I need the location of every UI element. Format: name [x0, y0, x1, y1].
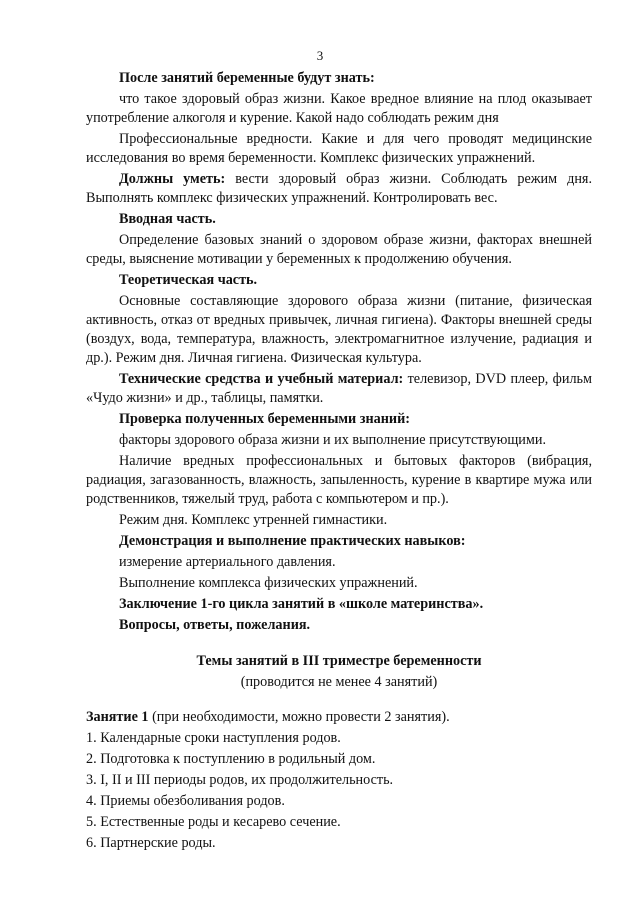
- paragraph: Наличие вредных профессиональных и бытовых факторов (вибрация, радиация, загазованность, влажность, запыленность, курение в квартире мужа или родственников, тяжелый труд, работа с компьютером и пр.).: [86, 453, 592, 507]
- section-heading-intro: Вводная часть.: [119, 211, 216, 227]
- paragraph-tech: [86, 370, 592, 408]
- questions: Вопросы, ответы, пожелания.: [119, 617, 311, 633]
- paragraph: измерение артериального давления.: [119, 554, 336, 570]
- paragraph: факторы здорового образа жизни и их выполнение присутствующими.: [119, 432, 547, 448]
- list-item: 5. Естественные роды и кесарево сечение.: [86, 814, 341, 830]
- conclusion: Заключение 1-го цикла занятий в «школе материнства».: [119, 596, 484, 612]
- page-number: 3: [316, 48, 324, 63]
- lesson-title: Занятие 1: [86, 709, 149, 725]
- section-heading-demo: Демонстрация и выполнение практических навыков:: [119, 533, 466, 549]
- paragraph: что такое здоровый образ жизни. Какое вредное влияние на плод оказывает употребление алкоголя и курение. Какой надо соблюдать режим дня: [86, 91, 592, 126]
- skills-text: вести здоровый образ жизни. Соблюдать режим дня. Выполнять комплекс физических упражнений. Контролировать вес.: [86, 171, 592, 206]
- list-item: 6. Партнерские роды.: [86, 835, 216, 851]
- lesson-header: [86, 708, 592, 727]
- section-heading-skills: Должны уметь:: [119, 171, 226, 187]
- paragraph: Режим дня. Комплекс утренней гимнастики.: [119, 512, 388, 528]
- list-item: 3. I, II и III периоды родов, их продолжительность.: [86, 772, 394, 788]
- section-heading-check: Проверка полученных беременными знаний:: [119, 411, 410, 427]
- section-heading-tech: Технические средства и учебный материал:: [119, 371, 404, 387]
- lesson-note: (при необходимости, можно провести 2 занятия).: [148, 709, 450, 725]
- paragraph-skills: [86, 170, 592, 208]
- section-heading-theory: Теоретическая часть.: [119, 272, 258, 288]
- paragraph: Определение базовых знаний о здоровом образе жизни, факторах внешней среды, выяснение мотивации у беременных к продолжению обучения.: [86, 232, 592, 267]
- tech-text: телевизор, DVD плеер, фильм «Чудо жизни» и др., таблицы, памятки.: [86, 371, 592, 406]
- paragraph: Профессиональные вредности. Какие и для чего проводят медицинские исследования во время беременности. Комплекс физических упражнений.: [86, 131, 592, 166]
- topics-title: Темы занятий в III триместре беременности: [196, 653, 482, 669]
- lesson-list: [86, 729, 592, 853]
- topics-subtitle: (проводится не менее 4 занятий): [240, 674, 438, 690]
- document-body: [86, 69, 592, 855]
- list-item: 4. Приемы обезболивания родов.: [86, 793, 285, 809]
- list-item: 1. Календарные сроки наступления родов.: [86, 730, 341, 746]
- list-item: 2. Подготовка к поступлению в родильный дом.: [86, 751, 376, 767]
- paragraph: Выполнение комплекса физических упражнений.: [119, 575, 418, 591]
- paragraph: Основные составляющие здорового образа жизни (питание, физическая активность, отказ от вредных привычек, личная гигиена). Факторы внешней среды (воздух, вода, температура, влажность, электромагнитное излучение, радиация и др.). Режим дня. Личная гигиена. Физическая культура.: [86, 293, 592, 366]
- section-heading-know: После занятий беременные будут знать:: [119, 70, 375, 86]
